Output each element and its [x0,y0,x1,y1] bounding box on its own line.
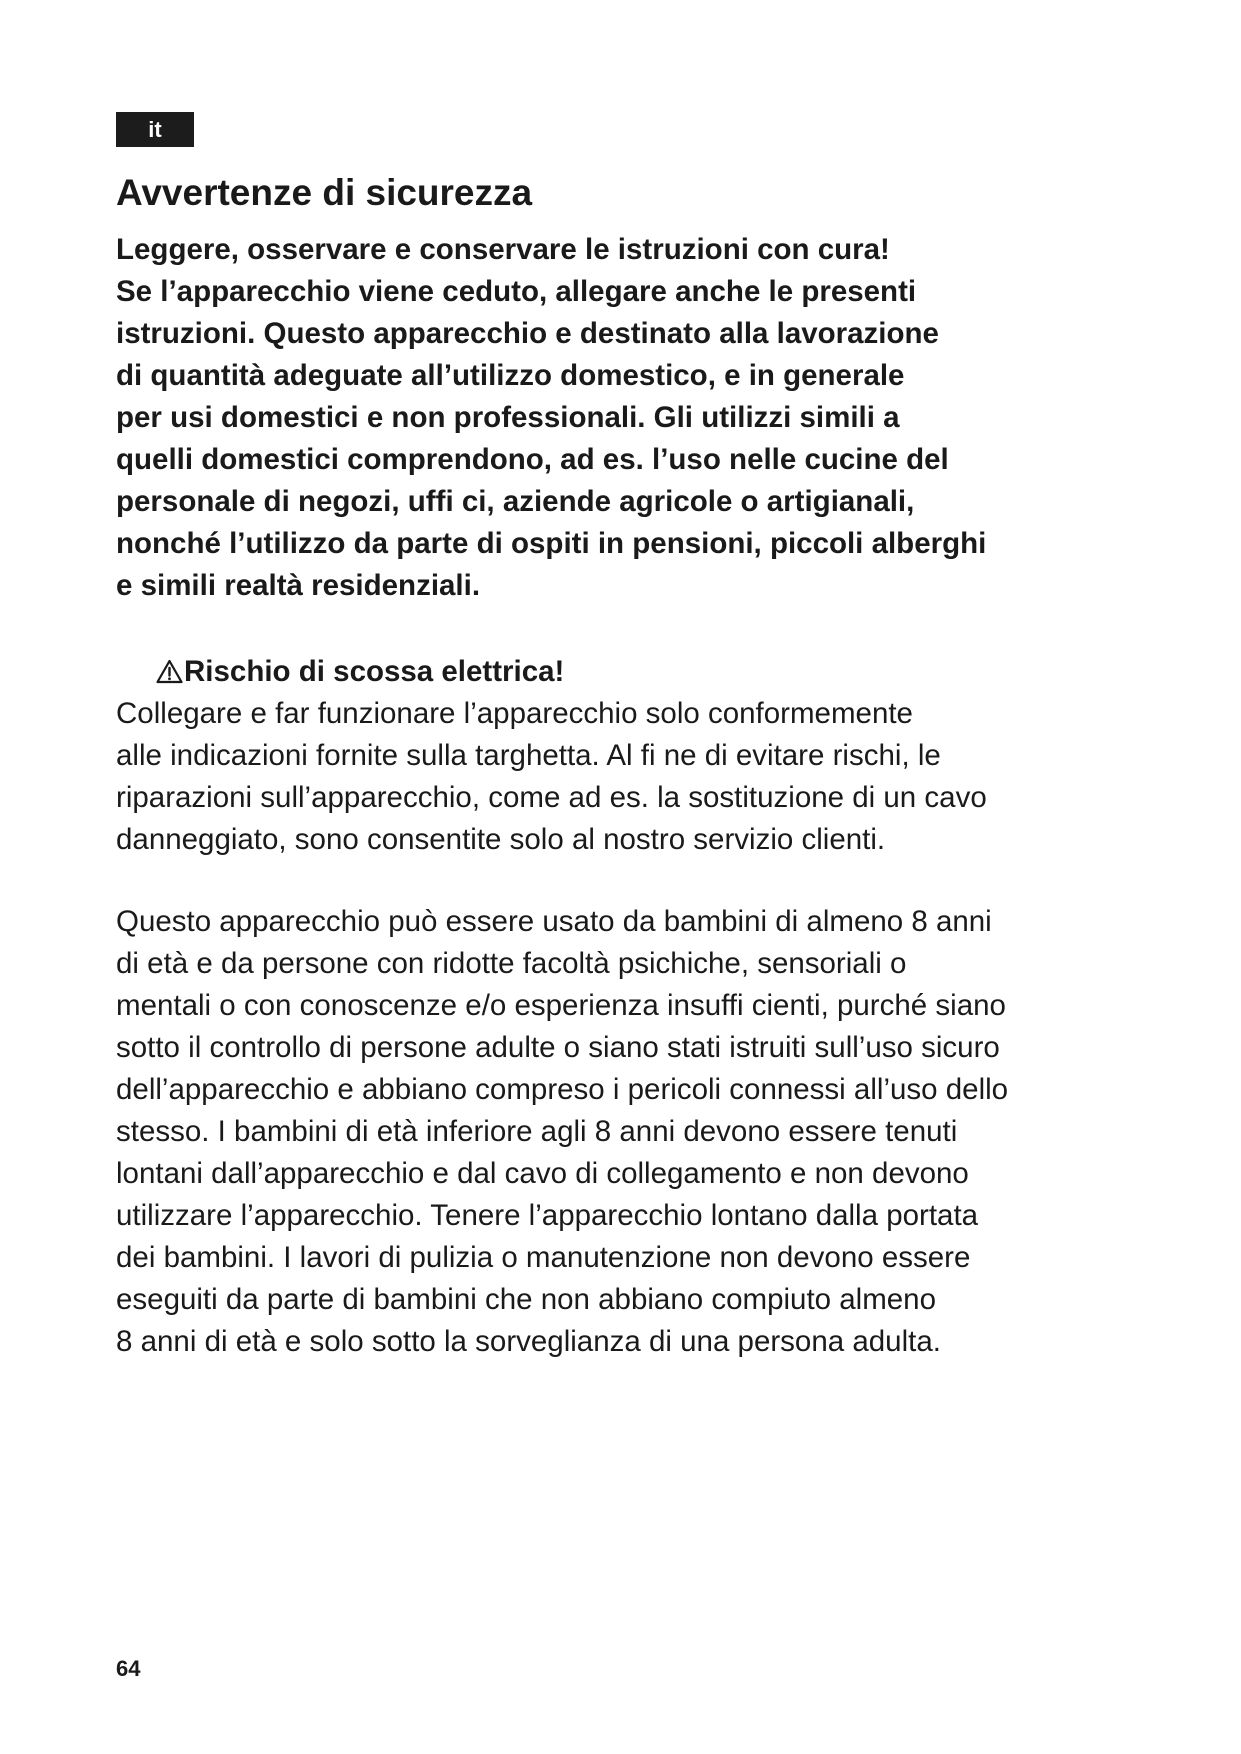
intro-line: nonché l’utilizzo da parte di ospiti in pensioni, piccoli alberghi [116,527,987,560]
intro-line: Se l’apparecchio viene ceduto, allegare anche le presenti [116,275,917,308]
page-number: 64 [116,1656,141,1681]
children-line: mentali o con conoscenze e/o esperienza insuffi cienti, purché siano [116,989,1006,1022]
page-title: Avvertenze di sicurezza [116,172,533,213]
children-line: lontani dall’apparecchio e dal cavo di collegamento e non devono [116,1157,969,1190]
children-line: sotto il controllo di persone adulte o siano stati istruiti sull’uso sicuro [116,1031,1000,1064]
electric-shock-warning [156,651,564,693]
intro-line: personale di negozi, uffi ci, aziende agricole o artigianali, [116,485,915,518]
children-line: di età e da persone con ridotte facoltà psichiche, sensoriali o [116,947,907,980]
electric-line: Collegare e far funzionare l’apparecchio solo conformemente [116,697,913,730]
intro-line: Leggere, osservare e conservare le istruzioni con cura! [116,233,890,266]
children-line: eseguiti da parte di bambini che non abbiano compiuto almeno [116,1283,936,1316]
intro-line: quelli domestici comprendono, ad es. l’uso nelle cucine del [116,443,949,476]
intro-line: istruzioni. Questo apparecchio e destinato alla lavorazione [116,317,939,350]
electric-line: alle indicazioni fornite sulla targhetta. Al fi ne di evitare rischi, le [116,739,941,772]
intro-line: per usi domestici e non professionali. Gli utilizzi simili a [116,401,900,434]
intro-paragraph [116,229,986,607]
children-line: dei bambini. I lavori di pulizia o manutenzione non devono essere [116,1241,971,1274]
warning-triangle-icon [156,659,183,684]
children-line: 8 anni di età e solo sotto la sorveglianza di una persona adulta. [116,1325,941,1358]
children-line: utilizzare l’apparecchio. Tenere l’apparecchio lontano dalla portata [116,1199,979,1232]
warning-heading-text: Rischio di scossa elettrica! [184,655,565,688]
intro-line: e simili realtà residenziali. [116,569,481,602]
intro-line: di quantità adeguate all’utilizzo domestico, e in generale [116,359,905,392]
children-line: stesso. I bambini di età inferiore agli 8 anni devono essere tenuti [116,1115,958,1148]
electric-line: danneggiato, sono consentite solo al nostro servizio clienti. [116,823,886,856]
electric-line: riparazioni sull’apparecchio, come ad es. la sostituzione di un cavo [116,781,987,814]
children-paragraph [116,901,1008,1363]
children-line: dell’apparecchio e abbiano compreso i pericoli connessi all’uso dello [116,1073,1009,1106]
electric-paragraph [116,693,987,861]
children-line: Questo apparecchio può essere usato da bambini di almeno 8 anni [116,905,992,938]
language-tab: it [116,112,194,147]
